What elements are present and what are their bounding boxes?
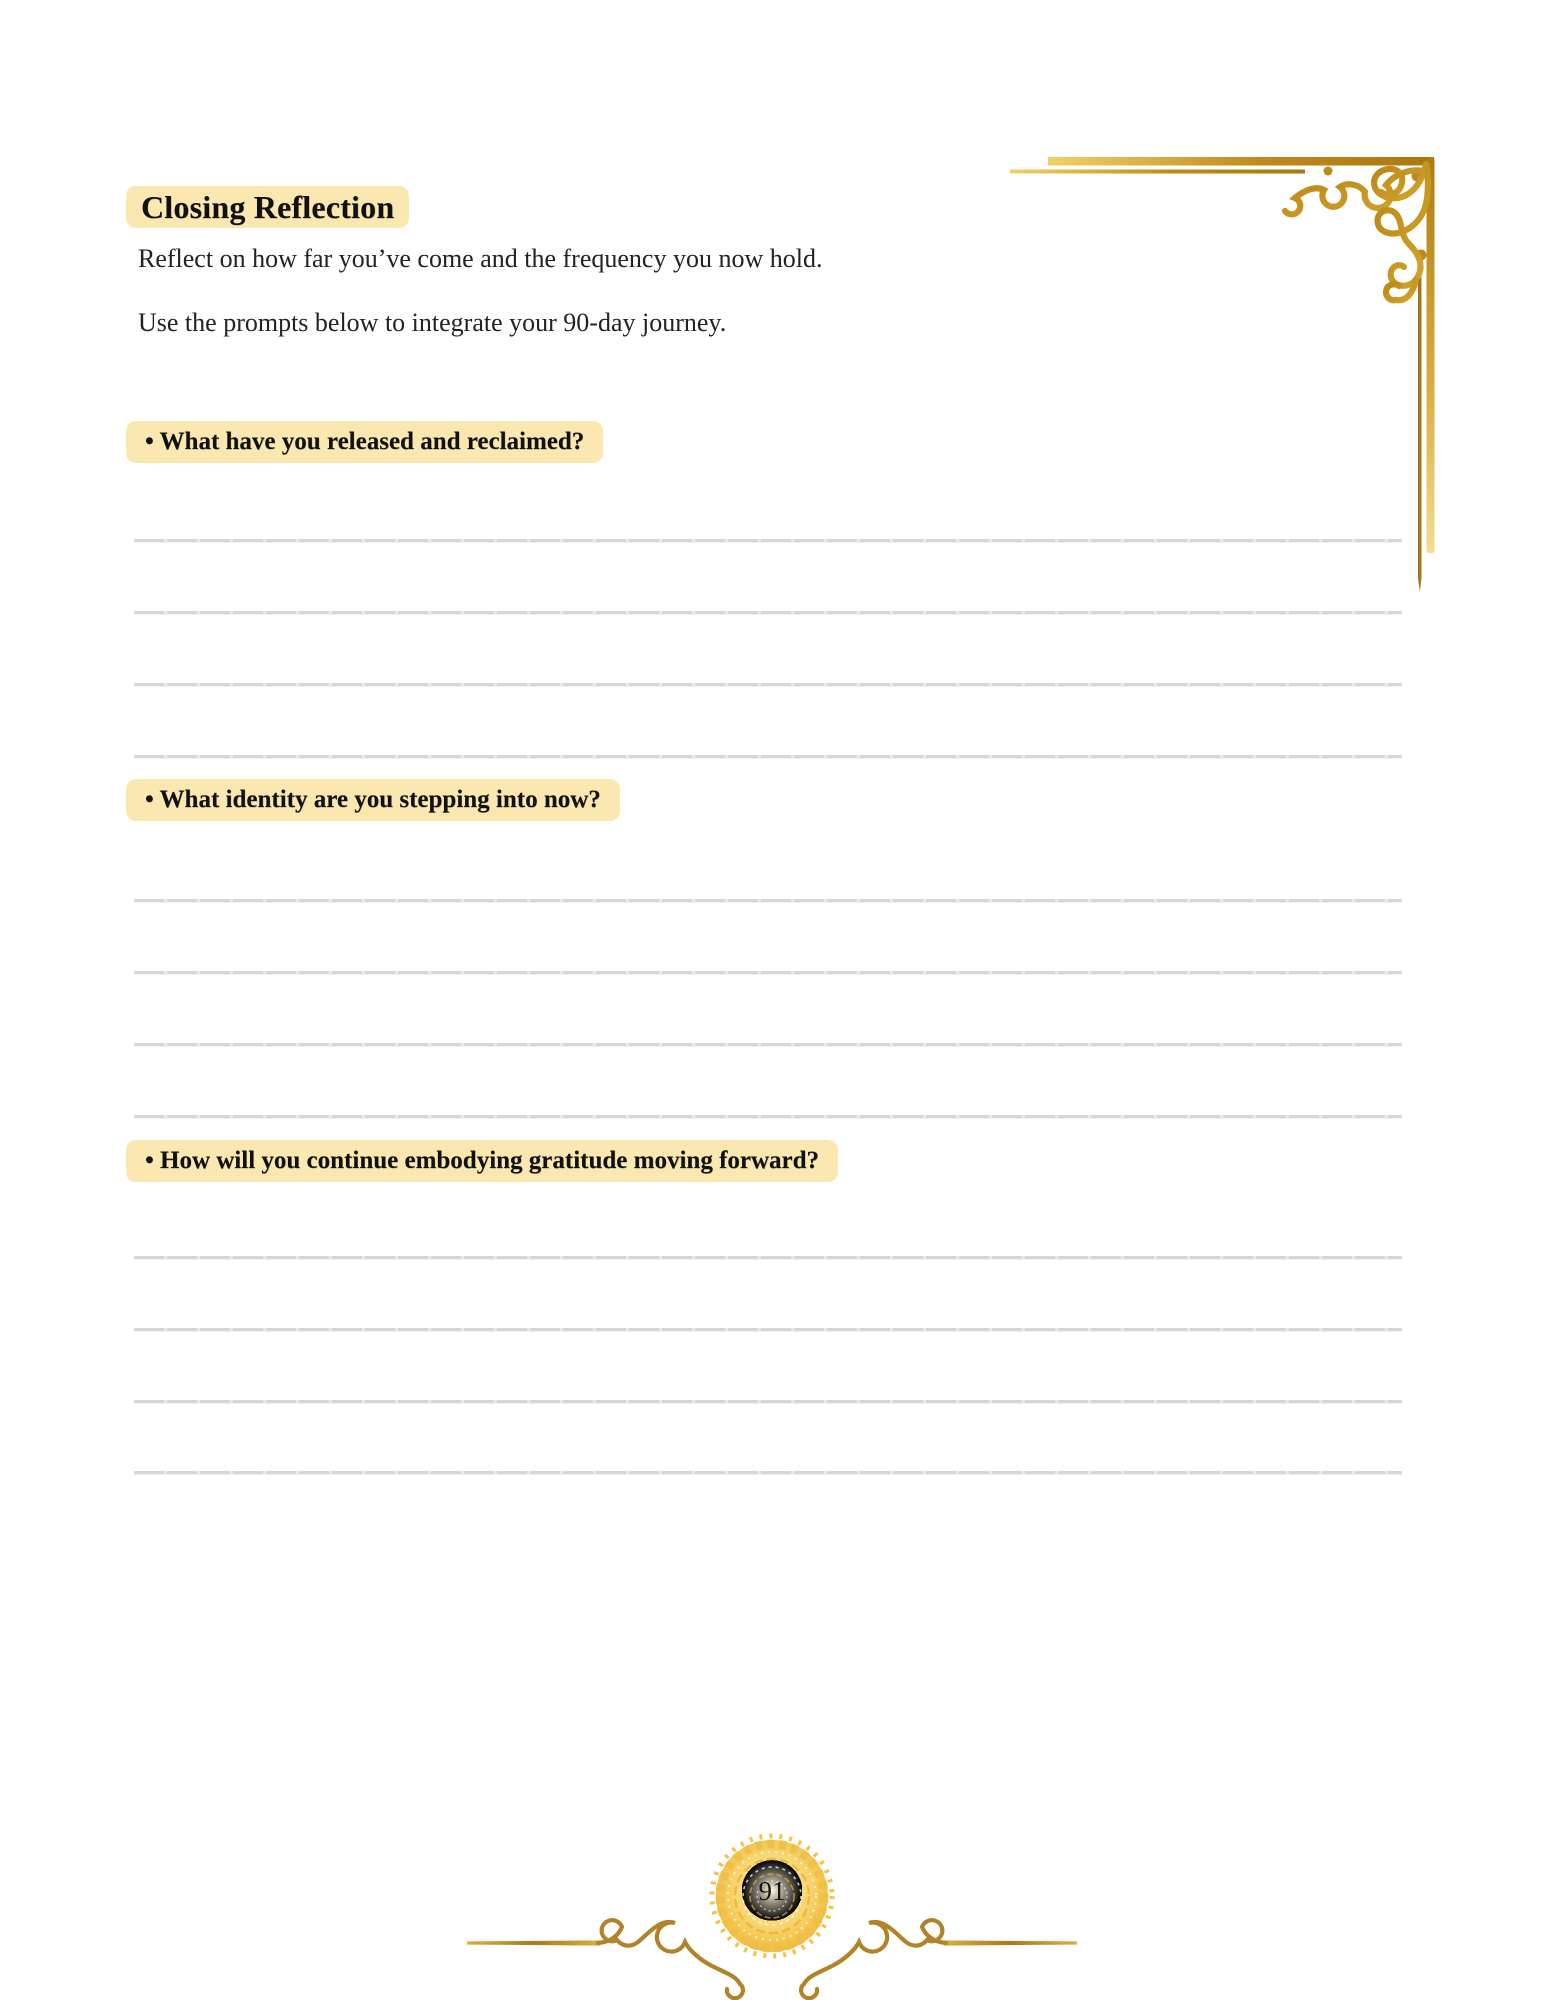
writing-line	[134, 683, 1402, 686]
writing-line	[134, 1328, 1402, 1331]
intro-line-1: Reflect on how far you’ve come and the frequency you now hold.	[138, 244, 823, 273]
writing-line	[134, 1115, 1402, 1118]
writing-line	[134, 1400, 1402, 1403]
page-number: 91	[758, 1876, 786, 1906]
writing-line	[134, 1043, 1402, 1046]
corner-flourish-icon	[990, 140, 1445, 600]
writing-line	[134, 971, 1402, 974]
writing-line	[134, 539, 1402, 542]
prompt-heading-2: • What identity are you stepping into now?	[126, 779, 620, 821]
writing-line	[134, 1471, 1402, 1474]
writing-line	[134, 899, 1402, 902]
prompt-heading-3: • How will you continue embodying gratitude moving forward?	[126, 1140, 838, 1182]
writing-line	[134, 611, 1402, 614]
page-title: Closing Reflection	[126, 186, 409, 228]
writing-line	[134, 755, 1402, 758]
prompt-heading-1: • What have you released and reclaimed?	[126, 421, 603, 463]
mandala-medallion-icon	[430, 1830, 1120, 2000]
writing-line	[134, 1256, 1402, 1259]
intro-line-2: Use the prompts below to integrate your 90-day journey.	[138, 308, 727, 337]
